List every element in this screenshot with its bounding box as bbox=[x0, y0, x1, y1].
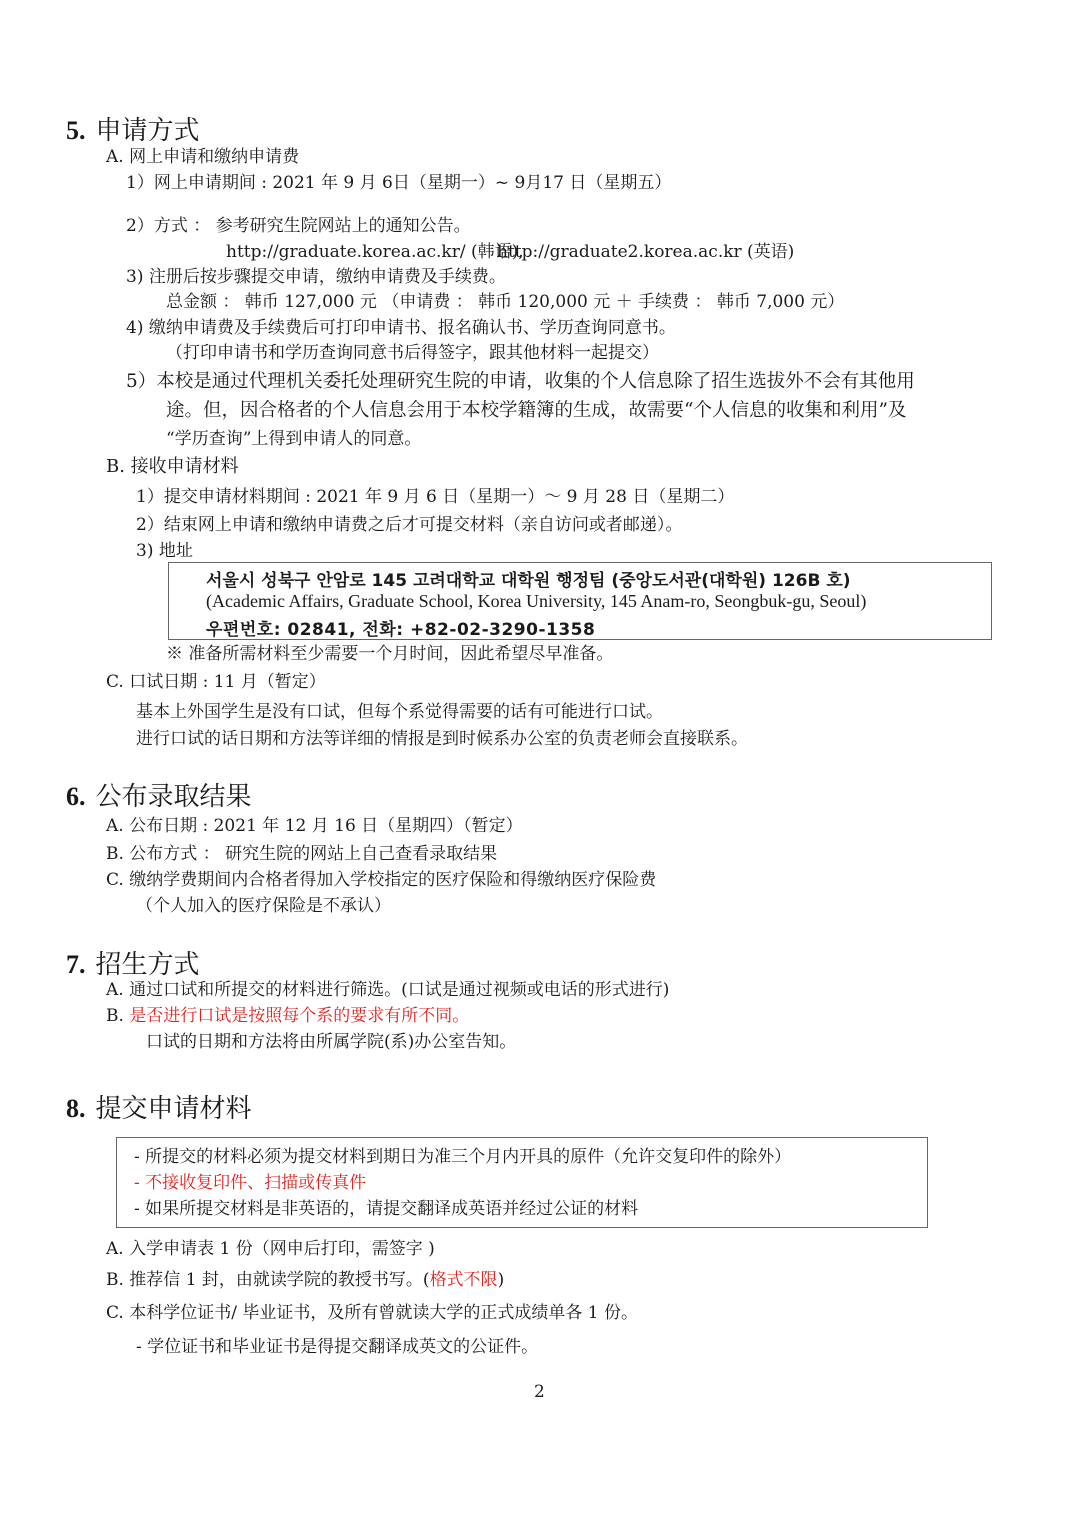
s8-b-prefix: B. 推荐信 1 封，由就读学院的教授书写。( bbox=[106, 1270, 430, 1290]
section-title: 公布录取结果 bbox=[95, 782, 252, 812]
section-title: 申请方式 bbox=[95, 116, 200, 146]
section-title: 提交申请材料 bbox=[95, 1094, 252, 1124]
section-number: 8. bbox=[66, 1094, 86, 1123]
requirement-no-copies-text: 不接收复印件、扫描或传真件 bbox=[145, 1173, 367, 1193]
s7-b-prefix: B. bbox=[106, 1006, 130, 1026]
korean-site-link[interactable]: http://graduate.korea.ac.kr/ (韩语), bbox=[226, 242, 524, 262]
address-english: (Academic Affairs, Graduate School, Korea University, 145 Anam-ro, Seongbuk-gu, Seoul) bbox=[206, 591, 867, 611]
s5-a3-total-fee: 总金额 ： 韩币 127,000 元 （申请费 ： 韩币 120,000 元 ＋ 手续费 ： 韩币 7,000 元） bbox=[166, 292, 845, 312]
s8-item-b bbox=[106, 1269, 504, 1291]
s6-c-note: （个人加入的医疗保险是不承认） bbox=[136, 896, 391, 916]
s8-c-note: - 学位证书和毕业证书是得提交翻译成英文的公证件。 bbox=[136, 1337, 539, 1357]
section-7-heading bbox=[66, 944, 200, 981]
s5-a5-line1: 5）本校是通过代理机关委托处理研究生院的申请，收集的个人信息除了招生选拔外不会有其他用 bbox=[126, 371, 915, 392]
s8-item-c: C. 本科学位证书/ 毕业证书，及所有曾就读大学的正式成绩单各 1 份。 bbox=[106, 1303, 638, 1323]
section-number: 7. bbox=[66, 950, 86, 979]
s7-item-b bbox=[106, 1005, 469, 1027]
section-8-heading bbox=[66, 1088, 252, 1125]
s5-a5-line3: “学历查询”上得到申请人的同意。 bbox=[166, 429, 422, 449]
s5-a2-method: 2）方式 ： 参考研究生院网站上的通知公告。 bbox=[126, 216, 471, 236]
requirement-dash: - bbox=[134, 1173, 146, 1193]
section-6-heading bbox=[66, 776, 252, 813]
requirement-no-copies bbox=[134, 1172, 366, 1194]
postal-phone: 우편번호: 02841, 전화: +82-02-3290-1358 bbox=[206, 620, 596, 640]
s5-item-b: B. 接收申请材料 bbox=[106, 456, 239, 477]
s5-b2-submit: 2）结束网上申请和缴纳申请费之后才可提交材料（亲自访问或者邮递）。 bbox=[136, 515, 683, 535]
s5-a4-print: 4) 缴纳申请费及手续费后可打印申请书、报名确认书、学历查询同意书。 bbox=[126, 318, 676, 338]
s5-item-c: C. 口试日期 : 11 月（暂定） bbox=[106, 672, 326, 692]
section-5-heading bbox=[66, 110, 200, 147]
s6-item-a: A. 公布日期 : 2021 年 12 月 16 日（星期四）（暂定） bbox=[106, 816, 523, 836]
s5-a4-note: （打印申请书和学历查询同意书后得签字，跟其他材料一起提交） bbox=[166, 343, 659, 363]
s5-c-line2: 进行口试的话日期和方法等详细的情报是到时候系办公室的负责老师会直接联系。 bbox=[136, 729, 748, 749]
s7-b-note: 口试的日期和方法将由所属学院(系)办公室告知。 bbox=[146, 1032, 517, 1052]
section-number: 5. bbox=[66, 116, 86, 145]
s5-b3-address-label: 3) 地址 bbox=[136, 541, 193, 561]
s7-b-highlight: 是否进行口试是按照每个系的要求有所不同。 bbox=[129, 1006, 470, 1026]
s5-a5-line2: 途。但，因合格者的个人信息会用于本校学籍簿的生成，故需要“个人信息的收集和利用”及 bbox=[166, 400, 907, 421]
address-korean: 서울시 성북구 안암로 145 고려대학교 대학원 행정팀 (중앙도서관(대학원) 126B 호) bbox=[206, 571, 851, 591]
s8-item-a: A. 入学申请表 1 份（网申后打印，需签字 ) bbox=[106, 1239, 435, 1259]
s7-item-a: A. 通过口试和所提交的材料进行筛选。(口试是通过视频或电话的形式进行) bbox=[106, 980, 670, 1000]
s8-b-highlight: 格式不限 bbox=[429, 1270, 498, 1290]
section-number: 6. bbox=[66, 782, 86, 811]
address-note: ※ 准备所需材料至少需要一个月时间，因此希望尽早准备。 bbox=[166, 644, 614, 664]
s6-item-b: B. 公布方式 ： 研究生院的网站上自己查看录取结果 bbox=[106, 844, 498, 864]
s8-b-suffix: ) bbox=[497, 1270, 505, 1290]
section-title: 招生方式 bbox=[95, 950, 200, 980]
s6-item-c: C. 缴纳学费期间内合格者得加入学校指定的医疗保险和得缴纳医疗保险费 bbox=[106, 870, 657, 890]
s5-b1-period: 1）提交申请材料期间 : 2021 年 9 月 6 日（星期一）～ 9 月 28 日（星期二） bbox=[136, 487, 735, 507]
requirement-original-docs: - 所提交的材料必须为提交材料到期日为准三个月内开具的原件（允许交复印件的除外） bbox=[134, 1147, 792, 1167]
english-site-link[interactable]: http://graduate2.korea.ac.kr (英语) bbox=[497, 242, 795, 262]
s5-a1-period: 1）网上申请期间 : 2021 年 9 月 6日（星期一）~ 9月17 日（星期五） bbox=[126, 173, 672, 193]
s5-item-a: A. 网上申请和缴纳申请费 bbox=[106, 147, 300, 167]
s5-a3-register: 3) 注册后按步骤提交申请，缴纳申请费及手续费。 bbox=[126, 267, 506, 287]
s5-c-line1: 基本上外国学生是没有口试，但每个系觉得需要的话有可能进行口试。 bbox=[136, 702, 663, 722]
requirement-translation: - 如果所提交材料是非英语的，请提交翻译成英语并经过公证的材料 bbox=[134, 1199, 639, 1219]
page-number: 2 bbox=[534, 1382, 545, 1402]
